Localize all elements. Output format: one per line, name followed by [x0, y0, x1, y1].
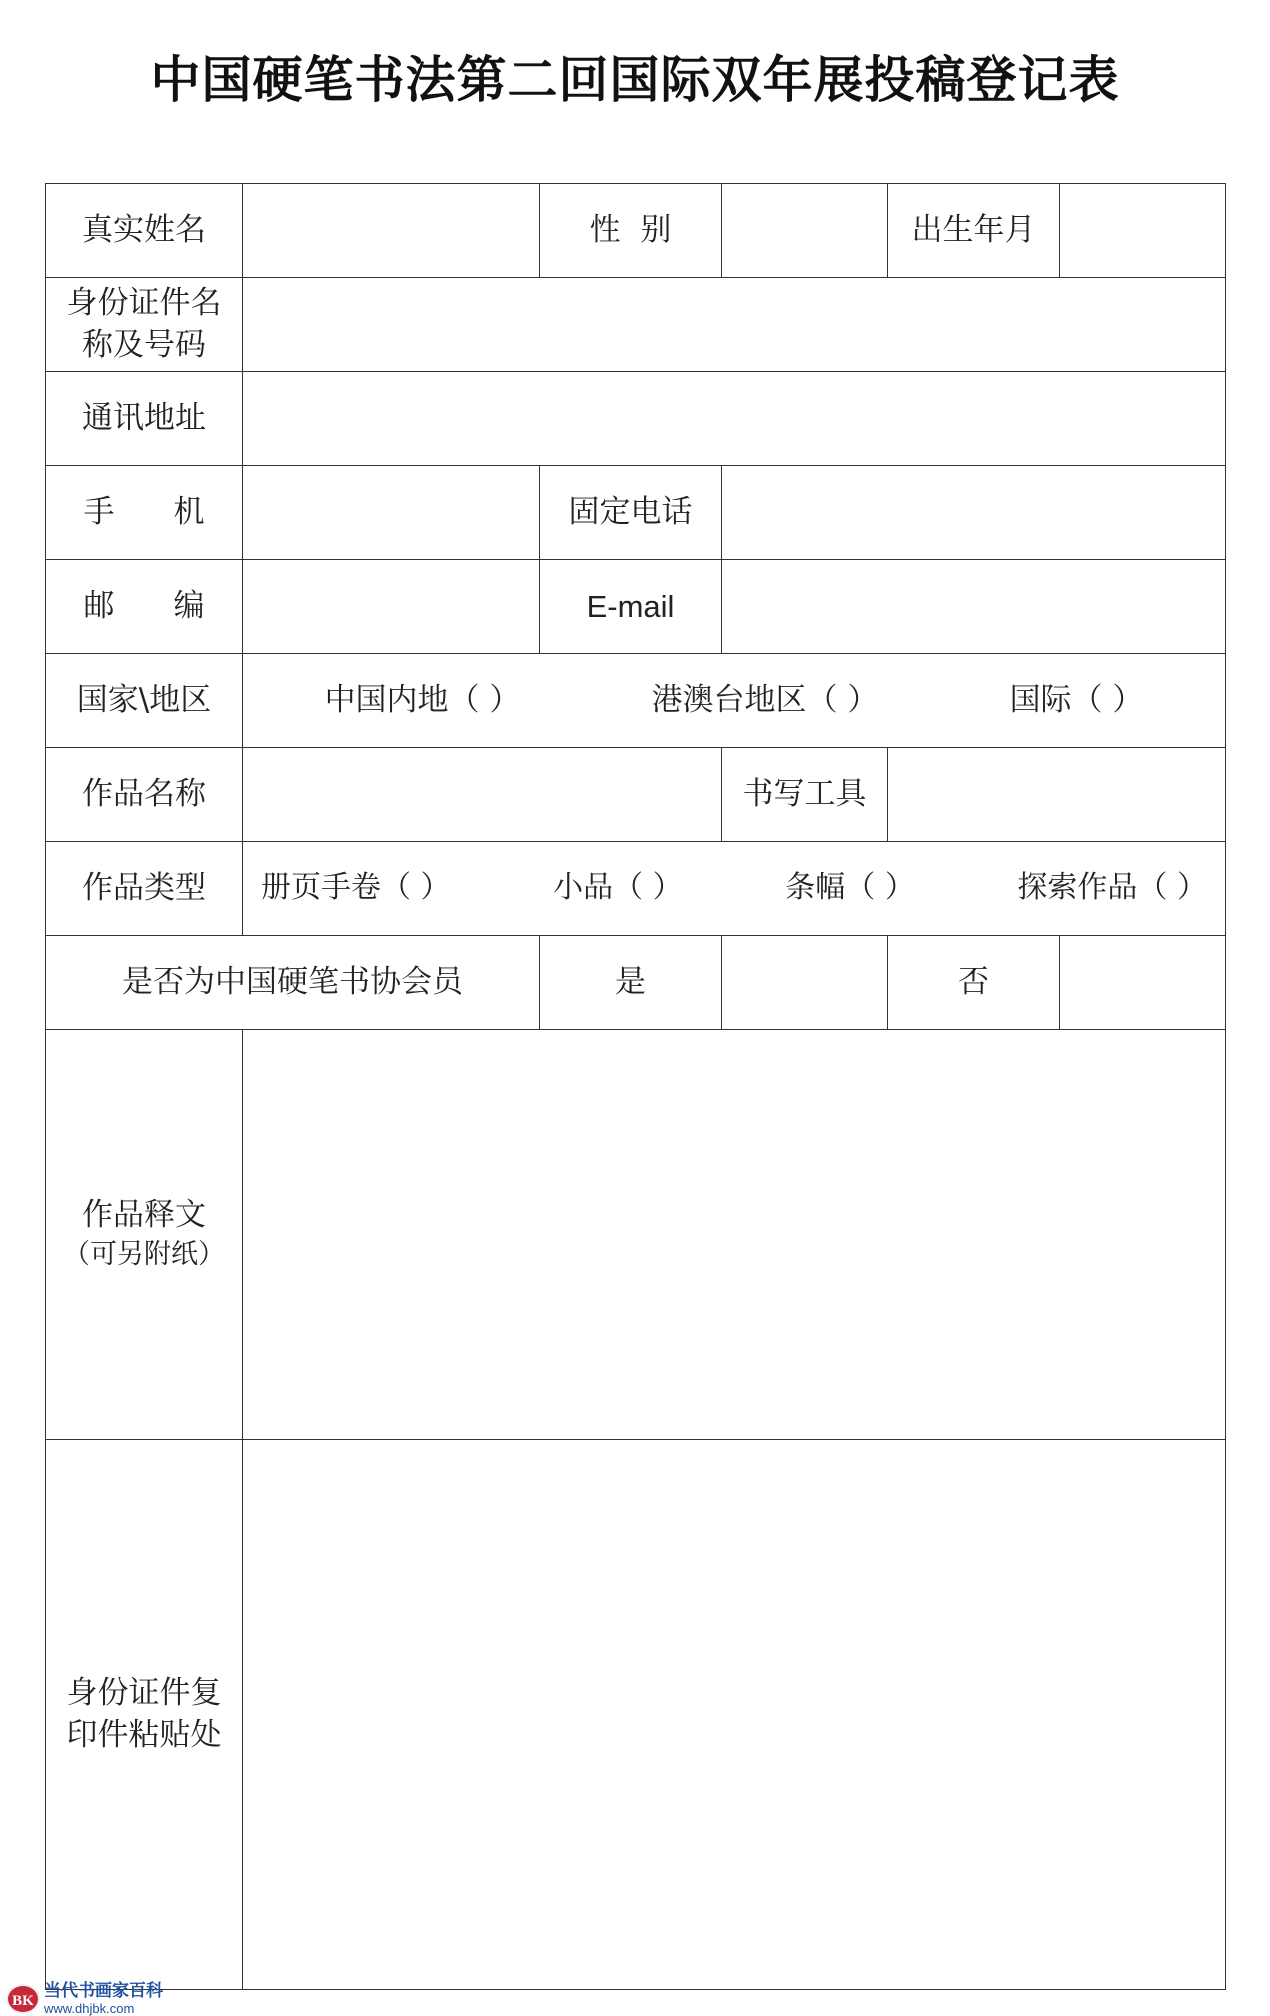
id-field[interactable] — [243, 278, 1226, 372]
work-type-option-album[interactable]: 册页手卷（ ） — [261, 870, 451, 906]
row-name — [46, 184, 1226, 278]
work-type-option-exploration[interactable]: 探索作品（ ） — [1017, 870, 1207, 906]
no-field[interactable] — [1060, 936, 1226, 1030]
watermark-url: www.dhjbk.com — [44, 2001, 135, 2016]
postcode-field[interactable] — [243, 560, 540, 654]
work-name-label: 作品名称 — [46, 748, 243, 842]
work-type-option-small[interactable]: 小品（ ） — [553, 870, 683, 906]
region-label: 国家\地区 — [46, 654, 243, 748]
row-id-copy — [46, 1440, 1226, 1990]
work-text-field[interactable] — [243, 1030, 1226, 1440]
id-copy-label — [46, 1440, 243, 1990]
watermark-text — [44, 1983, 163, 2015]
id-copy-area[interactable] — [243, 1440, 1226, 1990]
birth-label: 出生年月 — [888, 184, 1060, 278]
member-question: 是否为中国硬笔书协会员 — [46, 936, 540, 1030]
bk-logo-icon: BK — [6, 1984, 40, 2014]
row-work-text — [46, 1030, 1226, 1440]
row-postcode — [46, 560, 1226, 654]
work-type-label: 作品类型 — [46, 842, 243, 936]
region-option-international[interactable]: 国际（ ） — [1009, 681, 1144, 718]
region-options — [243, 654, 1226, 748]
no-label: 否 — [888, 936, 1060, 1030]
id-copy-label-line2: 印件粘贴处 — [66, 1716, 222, 1753]
id-copy-label-line1: 身份证件复 — [66, 1674, 222, 1711]
region-option-hk-macao-taiwan[interactable]: 港澳台地区（ ） — [651, 681, 879, 718]
email-label: E-mail — [540, 560, 722, 654]
email-field[interactable] — [722, 560, 1226, 654]
region-option-mainland[interactable]: 中国内地（ ） — [324, 681, 521, 718]
phone-field[interactable] — [722, 466, 1226, 560]
row-work-name — [46, 748, 1226, 842]
postcode-label: 邮 编 — [46, 560, 243, 654]
row-mobile — [46, 466, 1226, 560]
id-label-line1: 身份证件名 — [66, 284, 222, 321]
work-type-option-scroll[interactable]: 条幅（ ） — [785, 870, 915, 906]
gender-label: 性 别 — [540, 184, 722, 278]
registration-form-table — [45, 183, 1226, 1990]
tool-label: 书写工具 — [722, 748, 888, 842]
watermark-site-name: 当代书画家百科 — [44, 1981, 163, 2001]
gender-field[interactable] — [722, 184, 888, 278]
id-label — [46, 278, 243, 372]
address-field[interactable] — [243, 372, 1226, 466]
form-title: 中国硬笔书法第二回国际双年展投稿登记表 — [150, 51, 1120, 109]
row-id — [46, 278, 1226, 372]
site-watermark — [6, 1983, 163, 2015]
work-text-label — [46, 1030, 243, 1440]
tool-field[interactable] — [888, 748, 1226, 842]
row-membership — [46, 936, 1226, 1030]
row-address — [46, 372, 1226, 466]
work-text-label-line2: （可另附纸） — [63, 1239, 225, 1271]
work-type-options — [243, 842, 1226, 936]
birth-field[interactable] — [1060, 184, 1226, 278]
name-label: 真实姓名 — [46, 184, 243, 278]
work-name-field[interactable] — [243, 748, 722, 842]
row-region — [46, 654, 1226, 748]
mobile-field[interactable] — [243, 466, 540, 560]
yes-field[interactable] — [722, 936, 888, 1030]
phone-label: 固定电话 — [540, 466, 722, 560]
address-label: 通讯地址 — [46, 372, 243, 466]
id-label-line2: 称及号码 — [82, 326, 206, 363]
mobile-label: 手 机 — [46, 466, 243, 560]
work-text-label-line1: 作品释文 — [82, 1197, 206, 1234]
name-field[interactable] — [243, 184, 540, 278]
row-work-type — [46, 842, 1226, 936]
yes-label: 是 — [540, 936, 722, 1030]
